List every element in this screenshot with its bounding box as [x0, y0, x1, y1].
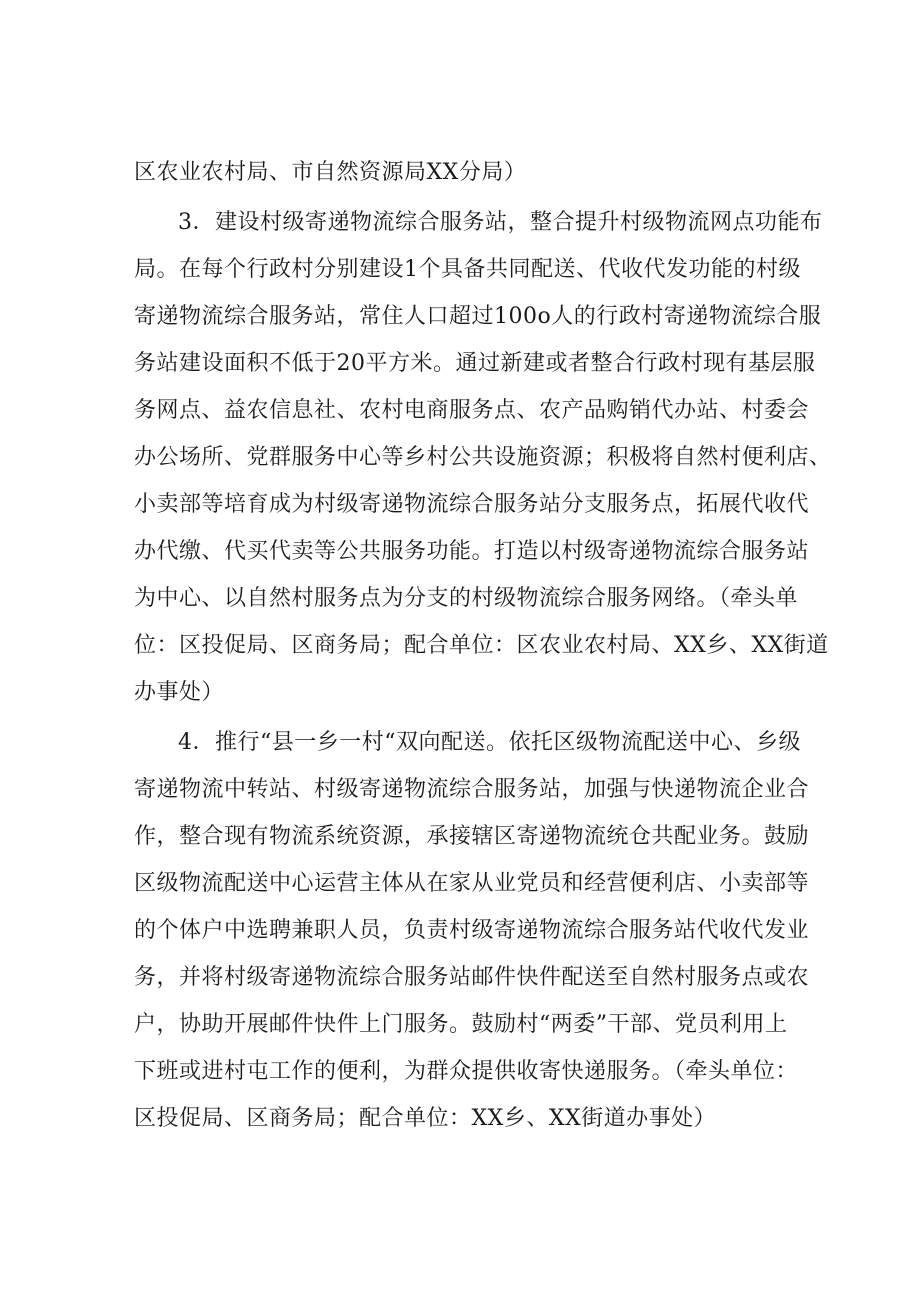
- text-line: 办事处）: [134, 680, 225, 705]
- text-line: 务站建设面积不低于20平方米。通过新建或者整合行政村现有基层服: [134, 351, 816, 376]
- text-line: 小卖部等培育成为村级寄递物流综合服务站分支服务点，拓展代收代: [134, 492, 810, 517]
- text-line: 位：区投促局、区商务局；配合单位：区农业农村局、XX乡、XX街道: [134, 633, 829, 658]
- text-line: 区级物流配送中心运营主体从在家从业党员和经营便利店、小卖部等: [134, 871, 810, 896]
- text-line: 下班或进村屯工作的便利，为群众提供收寄快递服务。（牵头单位：: [134, 1059, 799, 1084]
- text-line: 局。在每个行政村分别建设1个具备共同配送、代收代发功能的村级: [134, 257, 801, 282]
- text-line: 办公场所、党群服务中心等乡村公共设施资源；积极将自然村便利店、: [134, 445, 832, 470]
- text-line: 办代缴、代买代卖等公共服务功能。打造以村级寄递物流综合服务站: [134, 539, 810, 564]
- text-line: 寄递物流综合服务站，常住人口超过100o人的行政村寄递物流综合服: [134, 304, 822, 329]
- text-line: 户，协助开展邮件快件上门服务。鼓励村“两委”干部、党员利用上: [134, 1012, 788, 1037]
- text-line: 务网点、益农信息社、农村电商服务点、农产品购销代办站、村委会: [134, 398, 810, 423]
- text-line: 作，整合现有物流系统资源，承接辖区寄递物流统仓共配业务。鼓励: [134, 824, 810, 849]
- text-line: 为中心、以自然村服务点为分支的村级物流综合服务网络。（牵头单: [134, 586, 799, 611]
- text-line: 务，并将村级寄递物流综合服务站邮件快件配送至自然村服务点或农: [134, 965, 810, 990]
- text-line: 区农业农村局、市自然资源局XX分局）: [134, 160, 527, 185]
- text-line: 的个体户中选聘兼职人员，负责村级寄递物流综合服务站代收代发业: [134, 918, 810, 943]
- text-line: 寄递物流中转站、村级寄递物流综合服务站，加强与快递物流企业合: [134, 777, 810, 802]
- text-line: 3．建设村级寄递物流综合服务站，整合提升村级物流网点功能布: [178, 210, 823, 235]
- text-line: 4．推行“县一乡一村“双向配送。依托区级物流配送中心、乡级: [178, 730, 801, 755]
- text-line: 区投促局、区商务局；配合单位：XX乡、XX街道办事处）: [134, 1106, 717, 1131]
